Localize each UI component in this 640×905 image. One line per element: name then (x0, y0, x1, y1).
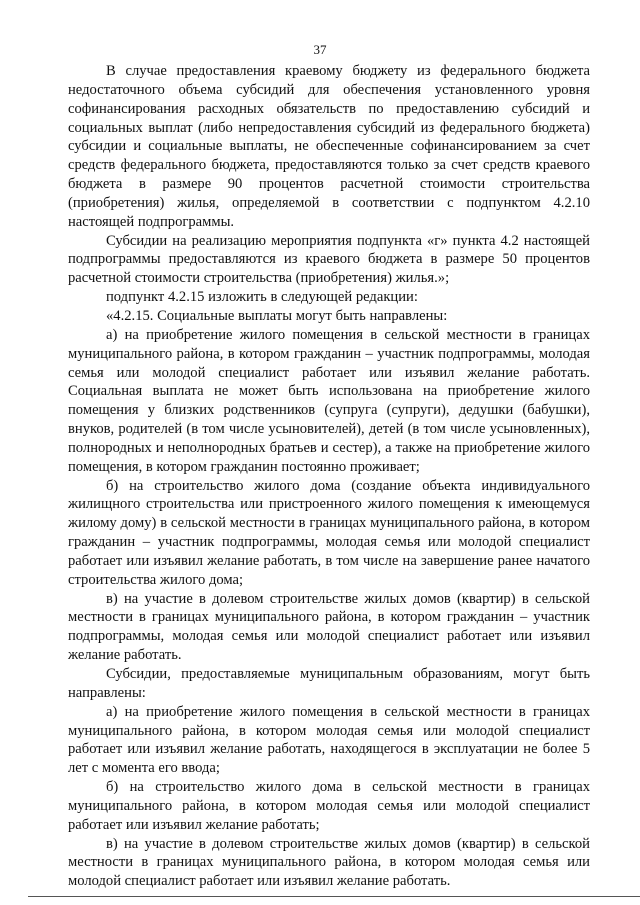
paragraph-amend-4-2-15: подпункт 4.2.15 изложить в следующей редакции: (106, 289, 418, 306)
paragraph-4-2-15-heading: «4.2.15. Социальные выплаты могут быть направлены: (106, 307, 448, 324)
page-number: 37 (313, 42, 327, 57)
paragraph-municipal-subsidies-heading: Субсидии, предоставляемые муниципальным образованиям, могут быть направлены: (68, 666, 590, 701)
footer-divider (28, 896, 640, 897)
paragraph-municipal-subsidy-v: в) на участие в долевом строительстве жилых домов (квартир) в сельской местности в границах муниципального района, в котором молодая семья или молодой специалист работает или изъявил желание работать. (68, 835, 590, 890)
paragraph-social-payment-b: б) на строительство жилого дома (создание объекта индивидуального жилищного строительства или пристроенного жилого помещения к имеющемуся жилому дому) в сельской местности в границах муниципального района, в котором гражданин – участник подпрограммы, молодая семья или молодой специалист работает или изъявил желание работать, в том числе на завершение ранее начатого строительства жилого дома; (68, 477, 590, 588)
paragraph-federal-budget-shortfall: В случае предоставления краевому бюджету из федерального бюджета недостаточного объема субсидий для обеспечения установленного уровня софинансирования расходных обязательств по предоставлению субсидий и социальных выплат (либо непредоставления субсидий из федерального бюджета) субсидии и социальные выплаты, не обеспеченные софинансированием за счет средств федерального бюджета, предоставляются только за счет средств краевого бюджета в размере 90 процентов расчетной стоимости строительства (приобретения) жилья, определяемой в соответствии с подпунктом 4.2.10 настоящей подпрограммы. (68, 63, 590, 230)
paragraph-municipal-subsidy-a: а) на приобретение жилого помещения в сельской местности в границах муниципального района, в котором молодая семья или молодой специалист работает или изъявил желание работать, находящегося в эксплуатации не более 5 лет с момента его ввода; (68, 703, 590, 777)
paragraph-municipal-subsidy-b: б) на строительство жилого дома в сельской местности в границах муниципального района, в котором молодая семья или молодой специалист работает или изъявил желание работать; (68, 779, 590, 833)
document-body (68, 62, 590, 891)
paragraph-subsidies-item-g: Субсидии на реализацию мероприятия подпункта «г» пункта 4.2 настоящей подпрограммы предоставляются из краевого бюджета в размере 50 процентов расчетной стоимости строительства (приобретения) жилья.»; (68, 232, 590, 287)
paragraph-social-payment-v: в) на участие в долевом строительстве жилых домов (квартир) в сельской местности в границах муниципального района, в котором гражданин – участник подпрограммы, молодая семья или молодой специалист работает или изъявил желание работать. (68, 590, 590, 664)
paragraph-social-payment-a: а) на приобретение жилого помещения в сельской местности в границах муниципального района, в котором гражданин – участник подпрограммы, молодая семья или молодой специалист работает или изъявил желание работать. Социальная выплата не может быть использована на приобретение жилого помещения у близких родственников (супруга (супруги), дедушки (бабушки), внуков, родителей (в том числе усыновителей), детей (в том числе усыновленных), полнородных и неполнородных братьев и сестер), а также на приобретение жилого помещения, в котором гражданин постоянно проживает; (68, 326, 590, 475)
